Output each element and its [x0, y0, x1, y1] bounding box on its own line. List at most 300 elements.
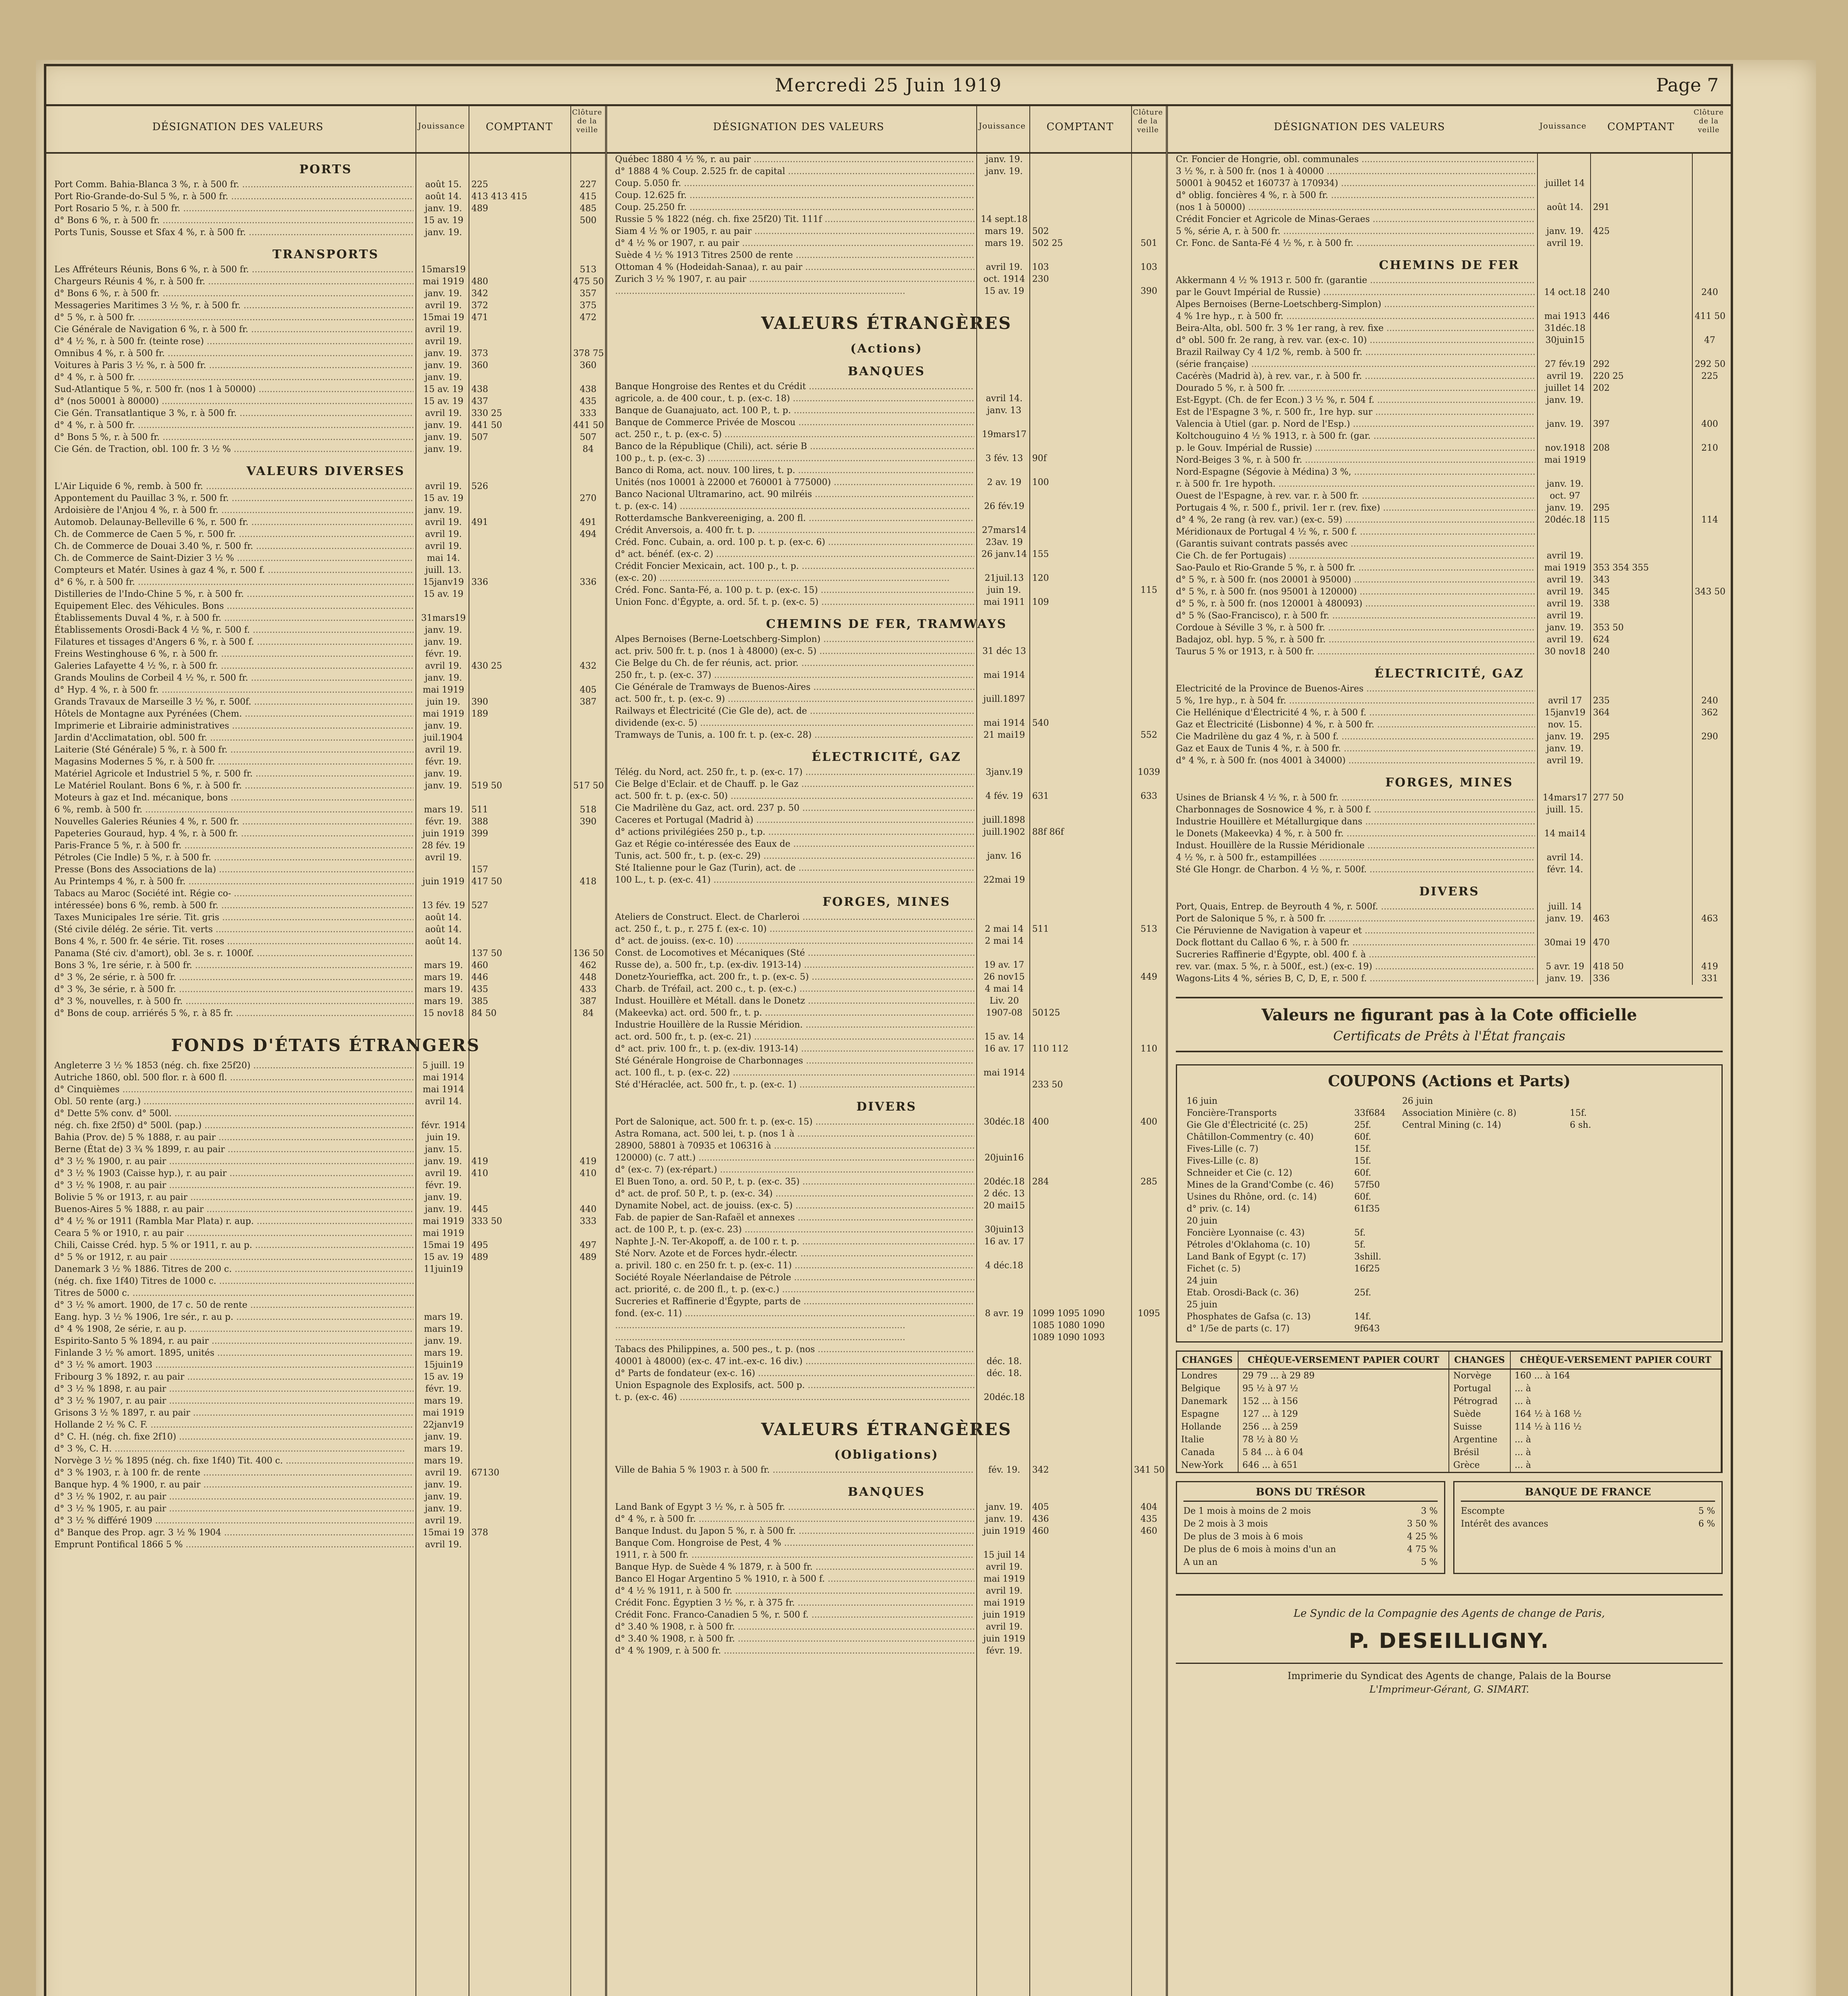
security-name: Omnibus 4 %, r. à 500 fr. .....: [54, 348, 414, 360]
listing-row: [46, 900, 605, 912]
security-name: d° 1888 4 % Coup. 2.525 fr. de capital .....: [615, 166, 974, 178]
cash-price: 155: [1032, 549, 1049, 559]
security-name: d° 3 ½ % 1898, r. au pair .....: [54, 1383, 414, 1395]
coupon-label: Foncière Lyonnaise (c. 43): [1187, 1228, 1305, 1238]
listing-row: [607, 995, 1166, 1007]
security-name: act. de 100 P., t. p. (ex-c. 23) .....: [615, 1224, 974, 1236]
listing-row: [607, 1585, 1166, 1597]
exchange-rate: ... à: [1510, 1395, 1721, 1408]
previous-close: 513: [1140, 924, 1157, 934]
security-name: d° 6 %, r. à 500 fr. .....: [54, 576, 414, 588]
section-heading: VALEURS DIVERSES: [246, 464, 405, 478]
coupon-amount: 25f.: [1354, 1120, 1371, 1130]
security-name: d° 3 ½ % 1903 (Caisse hyp.), r. au pair .....: [54, 1168, 414, 1180]
security-name: d° 4 ½ % 1911, r. à 500 fr. .....: [615, 1585, 974, 1597]
jouissance-date: mars 19.: [424, 1348, 463, 1358]
section-heading: VALEURS ÉTRANGÈRES: [761, 1420, 1012, 1439]
listing-row: [46, 1192, 605, 1204]
jouissance-date: janv. 19.: [1546, 419, 1584, 429]
coupons-title: COUPONS (Actions et Parts): [1328, 1072, 1571, 1090]
coupon-label: 24 juin: [1187, 1276, 1218, 1286]
cash-price: 445: [471, 1204, 488, 1214]
listing-row: [1168, 852, 1731, 864]
cash-price: 342: [1032, 1465, 1049, 1475]
jouissance-date: juill. 13.: [425, 565, 462, 575]
previous-close: 507: [580, 432, 597, 442]
jouissance-date: avril 19.: [1546, 611, 1584, 621]
previous-close: 336: [580, 577, 597, 587]
section-heading: TRANSPORTS: [272, 248, 379, 261]
cash-price: 67130: [471, 1468, 499, 1478]
cash-price: 90f: [1032, 453, 1047, 463]
jouissance-date: 30juin15: [1545, 335, 1585, 345]
listing-row: [46, 684, 605, 696]
jouissance-date: avril 17: [1548, 696, 1582, 706]
security-name: Industrie Houillère et Métallurgique dans .....: [1176, 816, 1535, 828]
listing-row: [46, 312, 605, 324]
previous-close: 460: [1140, 1526, 1157, 1536]
security-name: Wagons-Lits 4 %, séries B, C, D, E, r. 500 f. .....: [1176, 973, 1535, 985]
listing-row: [46, 1347, 605, 1359]
security-name: Autriche 1860, obl. 500 flor. r. à 600 fl. .....: [54, 1072, 414, 1084]
jouissance-date: mars 19.: [424, 1456, 463, 1466]
listing-row: [607, 1019, 1166, 1031]
listing-row: [607, 1525, 1166, 1537]
coupon-label: Gie Gle d'Électricité (c. 25): [1187, 1120, 1308, 1130]
listing-row: [1168, 683, 1731, 695]
jouissance-date: mars 19.: [424, 1396, 463, 1406]
cash-price: 399: [471, 829, 488, 839]
jouissance-date: juill.1897: [983, 694, 1025, 704]
cash-price: 390: [471, 697, 488, 707]
coupon-amount: 15f.: [1354, 1156, 1371, 1166]
previous-close: 110: [1140, 1044, 1157, 1054]
cash-price: 360: [471, 360, 488, 370]
coupon-label: Châtillon-Commentry (c. 40): [1187, 1132, 1314, 1142]
security-name: d° 4 %, r. à 500 fr. .....: [54, 420, 414, 432]
listing-row: [607, 1308, 1166, 1320]
coupon-label: Phosphates de Gafsa (c. 13): [1187, 1312, 1311, 1322]
coupon-row: [1187, 1143, 1712, 1155]
listing-row: [46, 1419, 605, 1431]
security-name: Nord-Espagne (Ségovie à Médina) 3 %, .....: [1176, 466, 1535, 478]
jouissance-date: mars 19.: [424, 996, 463, 1006]
coupon-label: 20 juin: [1187, 1216, 1218, 1226]
cash-price: 460: [471, 960, 488, 970]
listing-row: [46, 481, 605, 493]
jouissance-date: juin 19.: [426, 1133, 461, 1143]
listing-row: [46, 372, 605, 384]
exchange-row: [1177, 1446, 1721, 1459]
listing-row: [1168, 937, 1731, 949]
cash-price: 419: [471, 1156, 488, 1166]
jouissance-date: 28 fév. 19: [422, 841, 465, 851]
listing-row: [46, 948, 605, 960]
listing-row: [46, 1455, 605, 1467]
column-1: [46, 104, 607, 1996]
jouissance-date: mars 19.: [985, 238, 1024, 248]
column-header: [607, 104, 1166, 154]
jouissance-date: févr. 19.: [425, 649, 462, 659]
cash-price: 220 25: [1593, 371, 1624, 381]
listing-row: [607, 584, 1166, 596]
listing-row: [46, 648, 605, 660]
jouissance-date: juil.1904: [423, 733, 463, 743]
cash-price: 417 50: [471, 877, 502, 887]
cash-price: 333 50: [471, 1216, 502, 1226]
column-header: [1168, 104, 1731, 154]
previous-close: 357: [580, 289, 597, 299]
jouissance-date: avril 19.: [1546, 371, 1584, 381]
exchange-place: Canada: [1177, 1446, 1238, 1459]
jouissance-date: janv. 19.: [425, 204, 462, 214]
cash-price: 507: [471, 432, 488, 442]
listing-row: [607, 729, 1166, 741]
page-header: [46, 66, 1731, 106]
jouissance-date: 15mai 19: [423, 1528, 464, 1538]
cash-price: 240: [1593, 647, 1610, 657]
coupon-row: [1187, 1095, 1712, 1107]
security-name: nég. ch. fixe 2f50) d° 500l. (pap.) .....: [54, 1120, 414, 1132]
security-name: Usines de Briansk 4 ½ %, r. à 500 fr. .....: [1176, 792, 1535, 804]
cash-price: 157: [471, 865, 488, 875]
security-name: Coup. 12.625 fr. .....: [615, 190, 974, 202]
listing-row: [607, 166, 1166, 178]
coupon-label: Fives-Lille (c. 7): [1187, 1144, 1258, 1154]
security-name: d° 5 %, r. à 500 fr. (nos 20001 à 95000) .....: [1176, 574, 1535, 586]
page-date: Mercredi 25 Juin 1919: [775, 74, 1002, 96]
listing-row: [1168, 586, 1731, 598]
security-name: d° 3 ½ % 1905, r. au pair .....: [54, 1503, 414, 1515]
listing-row: [607, 250, 1166, 261]
listing-row: [1168, 502, 1731, 514]
security-name: fond. (ex-c. 11) .....: [615, 1308, 974, 1320]
jouissance-date: mars 19.: [424, 960, 463, 970]
coupon-row: [1187, 1215, 1712, 1227]
cash-price: 364: [1593, 708, 1610, 718]
security-name: Sucreries Raffinerie d'Égypte, obl. 400 f. à .....: [1176, 949, 1535, 961]
listing-row: [46, 588, 605, 600]
previous-close: 435: [1140, 1514, 1157, 1524]
security-name: Ateliers de Construct. Elect. de Charleroi .....: [615, 911, 974, 923]
jouissance-date: avril 19.: [1546, 599, 1584, 609]
security-name: Bons 3 %, 1re série, r. à 500 fr. .....: [54, 960, 414, 972]
changes-table: [1176, 1350, 1723, 1473]
jouissance-date: 15janv19: [1544, 708, 1586, 718]
security-name: d° obl. 500 fr. 2e rang, à rev. var. (ex-c. 10) .....: [1176, 335, 1535, 347]
cash-price: 418 50: [1593, 962, 1624, 972]
listing-row: [46, 816, 605, 828]
security-name: Ceara 5 % or 1910, r. au pair .....: [54, 1228, 414, 1240]
jouissance-date: janv. 19.: [425, 1492, 462, 1502]
cash-price: 511: [1032, 924, 1049, 934]
exchange-rate: 152 ... à 156: [1238, 1395, 1449, 1408]
listing-row: [46, 1180, 605, 1192]
security-name: d° 5 %, r. à 500 fr. (nos 120001 à 480093) .....: [1176, 598, 1535, 610]
cash-price: 463: [1593, 914, 1610, 924]
listing-row: [46, 432, 605, 444]
previous-close: 333: [580, 408, 597, 418]
listing-row: [1168, 743, 1731, 755]
security-name: Norvège 3 ½ % 1895 (nég. ch. fixe 1f40) Tit. 400 c. .....: [54, 1455, 414, 1467]
jouissance-date: janv. 19.: [1546, 479, 1584, 489]
jouissance-date: janv. 19.: [425, 444, 462, 454]
listing-row: [607, 381, 1166, 393]
listing-row: [607, 1356, 1166, 1368]
security-name: Dourado 5 %, r. à 500 fr. .....: [1176, 382, 1535, 394]
listing-row: [46, 300, 605, 312]
listing-row: [607, 681, 1166, 693]
jouissance-date: mai 1919: [423, 1216, 464, 1226]
listing-row: [607, 1164, 1166, 1176]
header-jouissance: Jouissance: [418, 121, 465, 131]
jouissance-date: janv. 19.: [1546, 732, 1584, 742]
security-name: 4 % 1re hyp., r. à 500 fr. .....: [1176, 311, 1535, 323]
security-name: d° act. bénéf. (ex-c. 2) .....: [615, 549, 974, 560]
jouissance-date: 15 nov18: [423, 1008, 464, 1018]
security-name: Au Printemps 4 %, r. à 500 fr. .....: [54, 876, 414, 888]
jouissance-date: mai 1919: [983, 1598, 1025, 1608]
jouissance-date: janv. 19.: [425, 625, 462, 635]
security-name: (ex-c. 20) .....: [615, 572, 974, 584]
security-name: Union Fonc. d'Égypte, a. ord. 5f. t. p. (ex-c. 5) .....: [615, 596, 974, 608]
security-name: Alpes Bernoises (Berne-Loetschberg-Simplon) .....: [615, 634, 974, 646]
jouissance-date: mai 1914: [983, 718, 1025, 728]
listing-row: [607, 238, 1166, 250]
jouissance-date: juill.1898: [983, 815, 1025, 825]
cash-price: 495: [471, 1240, 488, 1250]
listing-row: [1168, 166, 1731, 178]
security-name: (Garantis suivant contrats passés avec .....: [1176, 538, 1535, 550]
security-name: Cie Gén. Transatlantique 3 %, r. à 500 fr. .....: [54, 408, 414, 420]
jouissance-date: 1907-08: [986, 1008, 1023, 1018]
jouissance-date: 15 av. 19: [984, 286, 1024, 296]
listing-row: [1168, 973, 1731, 985]
security-name: Brazil Railway Cy 4 1/2 %, remb. à 500 fr. .....: [1176, 347, 1535, 358]
jouissance-date: 23av. 19: [985, 537, 1023, 547]
security-name: Banque Com. Hongroise de Pest, 4 % .....: [615, 1537, 974, 1549]
listing-row: [1168, 622, 1731, 634]
listing-row: [46, 408, 605, 420]
listing-row: [607, 154, 1166, 166]
listing-row: [607, 1176, 1166, 1188]
security-name: d° Hyp. 4 %, r. à 500 fr. .....: [54, 684, 414, 696]
listing-row: [1168, 478, 1731, 490]
jouissance-date: oct. 1914: [983, 274, 1025, 284]
jouissance-date: mars 19.: [424, 1312, 463, 1322]
jouissance-date: mai 14.: [427, 553, 460, 563]
jouissance-date: janv. 19.: [425, 637, 462, 647]
security-name: Siam 4 ½ % or 1905, r. au pair .....: [615, 226, 974, 238]
listing-row: [46, 336, 605, 348]
jouissance-date: avril 19.: [425, 408, 462, 418]
cash-price: 491: [471, 517, 488, 527]
jouissance-date: janv. 19.: [425, 360, 462, 370]
column-2: [607, 104, 1168, 1996]
footer: [1176, 1594, 1723, 1695]
exchange-place: Espagne: [1177, 1408, 1238, 1421]
jouissance-date: 15 av. 19: [423, 396, 463, 406]
jouissance-date: janv. 19.: [425, 372, 462, 382]
security-name: d° 4 %, r. à 500 fr. .....: [615, 1513, 974, 1525]
security-name: Cie Péruvienne de Navigation à vapeur et .....: [1176, 925, 1535, 937]
listing-row: [607, 814, 1166, 826]
security-name: d° 4 ½ %, r. à 500 fr. (teinte rose) .....: [54, 336, 414, 348]
jouissance-date: févr. 19.: [425, 757, 462, 767]
listing-row: [607, 202, 1166, 214]
listing-row: [1168, 598, 1731, 610]
jouissance-date: août 14.: [425, 937, 462, 947]
jouissance-date: avril 19.: [425, 853, 462, 863]
listing-row: [607, 405, 1166, 417]
security-name: d° 3 %, 3e série, r. à 500 fr. .....: [54, 984, 414, 996]
security-name: Danemark 3 ½ % 1886. Titres de 200 c. .....: [54, 1263, 414, 1275]
cash-price: 1085 1080 1090: [1032, 1321, 1105, 1331]
listing-row: [1168, 514, 1731, 526]
cash-price: 436: [1032, 1514, 1049, 1524]
listing-row: [607, 634, 1166, 646]
header-jouissance: Jouissance: [979, 121, 1026, 131]
security-name: (nég. ch. fixe 1f40) Titres de 1000 c. .....: [54, 1275, 414, 1287]
listing-row: [46, 1383, 605, 1395]
listing-row: [607, 465, 1166, 477]
cash-price: 511: [471, 805, 488, 815]
cash-price: 527: [471, 901, 488, 911]
security-name: d° 4 ½ % or 1907, r. au pair .....: [615, 238, 974, 250]
listing-row: [46, 1323, 605, 1335]
security-name: Obl. 50 rente (arg.) .....: [54, 1096, 414, 1108]
jouissance-date: 20déc.18: [983, 1177, 1025, 1187]
security-name: Coup. 5.050 fr. .....: [615, 178, 974, 190]
jouissance-date: avril 19.: [985, 1562, 1023, 1572]
cash-price: 240: [1593, 287, 1610, 297]
previous-close: 440: [580, 1204, 597, 1214]
header-cloture: Clôture de la veille: [1133, 108, 1163, 134]
listing-row: [607, 1344, 1166, 1356]
cash-price: 343: [1593, 575, 1610, 585]
security-name: p. le Gouv. Impérial de Russie) .....: [1176, 442, 1535, 454]
security-name: Société Royale Néerlandaise de Pétrole .....: [615, 1272, 974, 1284]
coupon-amount: 61f35: [1354, 1204, 1380, 1214]
listing-row: [46, 576, 605, 588]
security-name: Cie Hellénique d'Électricité 4 %, r. à 500 f. .....: [1176, 707, 1535, 719]
jouissance-date: 19 av. 17: [984, 960, 1024, 970]
rate-value: 4 75 %: [1407, 1545, 1438, 1554]
listing-row: [1168, 828, 1731, 840]
jouissance-date: avril 19.: [425, 301, 462, 311]
coupon-label: Pétroles d'Oklahoma (c. 10): [1187, 1240, 1310, 1250]
listing-row: [607, 850, 1166, 862]
cash-price: 137 50: [471, 948, 502, 958]
security-name: agricole, a. de 400 cour., t. p. (ex-c. 18) .....: [615, 393, 974, 405]
section-heading: FORGES, MINES: [1385, 776, 1514, 790]
security-name: Imprimerie et Librairie administratives .....: [54, 720, 414, 732]
exchange-rate: ... à: [1510, 1382, 1721, 1395]
security-name: Port Comm. Bahia-Blanca 3 %, r. à 500 fr. .....: [54, 179, 414, 191]
jouissance-date: févr. 19.: [986, 1646, 1023, 1656]
security-name: Cie Madrilène du gaz 4 %, r. à 500 f. .....: [1176, 731, 1535, 743]
security-name: Voitures à Paris 3 ½ %, r. à 500 fr. .....: [54, 360, 414, 372]
jouissance-date: mai 1914: [983, 1068, 1025, 1078]
security-name: d° 4 %, r. à 500 fr. .....: [54, 372, 414, 384]
security-name: d° Dette 5% conv. d° 500l. .....: [54, 1108, 414, 1120]
listing-row: [607, 1368, 1166, 1380]
jouissance-date: 26 nov15: [983, 972, 1025, 982]
listing-row: [607, 705, 1166, 717]
security-name: Beira-Alta, obl. 500 fr. 3 % 1er rang, à rev. fixe .....: [1176, 323, 1535, 335]
security-name: Banque de Guanajuato, act. 100 P., t. p. .....: [615, 405, 974, 417]
jouissance-date: 5 avr. 19: [1545, 962, 1585, 972]
coupon-amount: 14f.: [1354, 1312, 1371, 1322]
security-name: Cie Belge d'Eclair. et de Chauff. p. le Gaz .....: [615, 778, 974, 790]
cash-price: 338: [1593, 599, 1610, 609]
cash-price: 388: [471, 817, 488, 827]
cash-price: 430 25: [471, 661, 502, 671]
listing-row: [1168, 719, 1731, 731]
section-heading: DIVERS: [856, 1100, 917, 1114]
security-name: Établissements Duval 4 %, r. à 500 fr. .....: [54, 612, 414, 624]
security-name: d° act. priv. 100 fr., t. p. (ex-div. 1913-14) .....: [615, 1043, 974, 1055]
jouissance-date: 22mai 19: [983, 875, 1025, 885]
listing-row: [46, 191, 605, 203]
listing-row: [607, 1537, 1166, 1549]
security-name: d° Cinquièmes .....: [54, 1084, 414, 1096]
listing-row: [607, 1152, 1166, 1164]
jouissance-date: avril 14.: [425, 1097, 462, 1107]
jouissance-date: janv. 19.: [425, 432, 462, 442]
listing-row: [46, 840, 605, 852]
security-name: Bolivie 5 % or 1913, r. au pair .....: [54, 1192, 414, 1204]
security-name: Cie Madrilène du Gaz, act. ord. 237 p. 50 .....: [615, 802, 974, 814]
rate-value: 5 %: [1698, 1506, 1715, 1516]
security-name: Charb. de Tréfail, act. 200 c., t. p. (ex-c.) .....: [615, 983, 974, 995]
security-name: 1911, r. à 500 fr. .....: [615, 1549, 974, 1561]
rate-label: Escompte: [1461, 1506, 1505, 1516]
listing-row: [1168, 610, 1731, 622]
security-name: [615, 1320, 974, 1332]
listing-row: [46, 348, 605, 360]
rate-row: [1183, 1531, 1438, 1543]
exchange-place: Grèce: [1449, 1459, 1510, 1472]
section-heading: FONDS D'ÉTATS ÉTRANGERS: [171, 1036, 481, 1055]
section-heading: DIVERS: [1419, 885, 1480, 899]
jouissance-date: 15mai 19: [423, 1240, 464, 1250]
jouissance-date: juill. 14: [1548, 902, 1582, 912]
previous-close: 513: [580, 265, 597, 275]
security-name: Port Rio-Grande-do-Sul 5 %, r. à 500 fr. .....: [54, 191, 414, 203]
listing-row: [607, 669, 1166, 681]
cash-price: 208: [1593, 443, 1610, 453]
listing-row: [607, 393, 1166, 405]
listing-row: [1168, 562, 1731, 574]
section-heading: (Actions): [850, 342, 923, 356]
jouissance-date: avril 19.: [425, 481, 462, 491]
security-name: r. à 500 fr. 1re hypoth. .....: [1176, 478, 1535, 490]
listing-row: [607, 1260, 1166, 1272]
rate-value: 4 25 %: [1407, 1532, 1438, 1542]
listing-row: [46, 1228, 605, 1240]
coupon-amount: 3shill.: [1354, 1252, 1381, 1262]
security-name: Panama (Sté civ. d'amort), obl. 3e s. r. 1000f. .....: [54, 948, 414, 960]
security-name: Banque Hongroise des Rentes et du Crédit .....: [615, 381, 974, 393]
security-name: Portugais 4 %, r. 500 f., privil. 1er r. (rev. fixe) .....: [1176, 502, 1535, 514]
jouissance-date: 4 mai 14: [985, 984, 1024, 994]
cash-price: 50125: [1032, 1008, 1060, 1018]
coupon-row: [1187, 1263, 1712, 1275]
listing-row: [46, 708, 605, 720]
security-name: Galeries Lafayette 4 ½ %, r. à 500 fr. .....: [54, 660, 414, 672]
security-name: Coup. 25.250 fr. .....: [615, 202, 974, 214]
